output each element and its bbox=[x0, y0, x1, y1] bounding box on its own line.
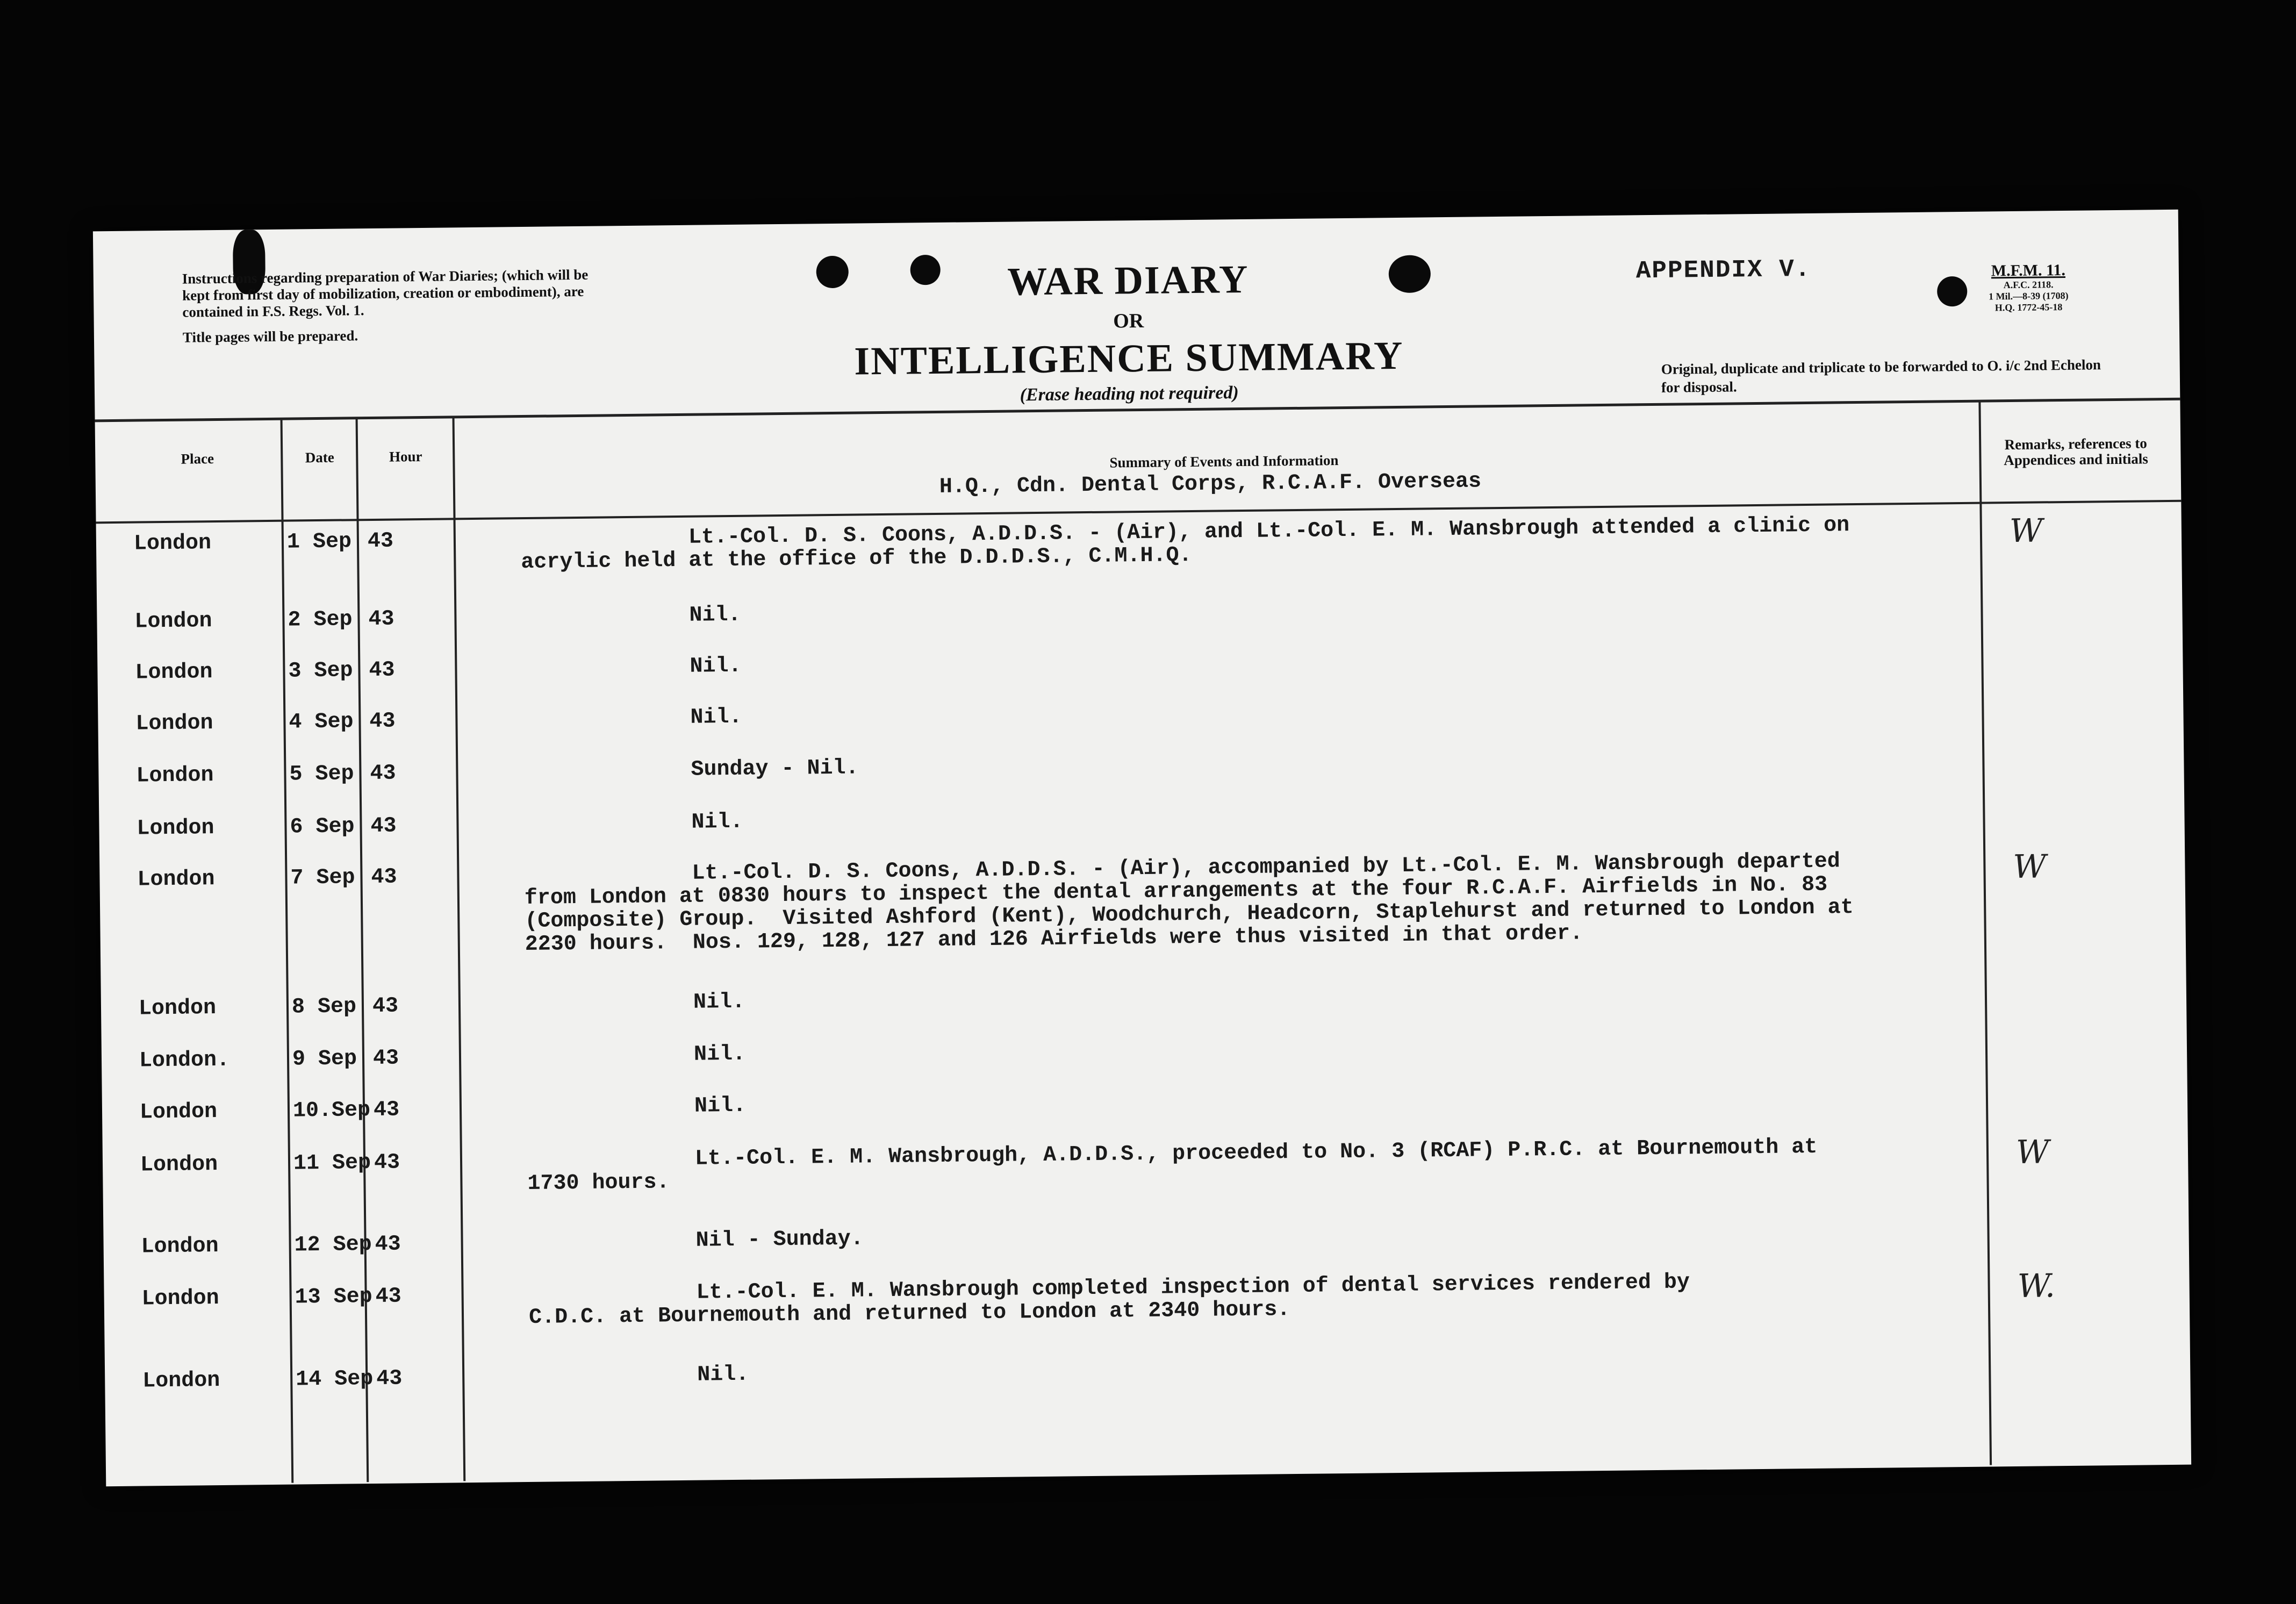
entry-place: London bbox=[134, 609, 212, 634]
column-header-remarks: Remarks, references to Appendices and initials bbox=[2004, 435, 2148, 469]
table-row bbox=[99, 847, 2185, 957]
entry-initials: W bbox=[2009, 512, 2043, 550]
entry-summary: Nil. bbox=[529, 1362, 749, 1389]
entry-date: 7 Sep bbox=[290, 865, 355, 891]
form-number-main: M.F.M. 11. bbox=[1991, 261, 2066, 280]
entry-summary: Nil. bbox=[523, 810, 743, 837]
entry-summary: Nil. bbox=[526, 1042, 746, 1069]
entry-summary: Nil. bbox=[522, 705, 742, 732]
entry-initials: W bbox=[2013, 848, 2047, 886]
entry-place: London bbox=[135, 711, 213, 736]
table-row bbox=[101, 976, 2186, 1021]
entry-hour: 43 bbox=[369, 709, 396, 734]
entry-hour: 43 bbox=[375, 1232, 401, 1257]
entry-summary: Nil - Sunday. bbox=[528, 1227, 864, 1255]
entry-hour: 43 bbox=[368, 607, 394, 632]
entry-hour: 43 bbox=[370, 761, 396, 786]
column-header-date: Date bbox=[305, 449, 334, 466]
table-row bbox=[99, 796, 2184, 841]
entry-hour: 43 bbox=[371, 865, 397, 890]
table-row bbox=[104, 1266, 2189, 1330]
diary-entries bbox=[93, 210, 2191, 1487]
entry-summary: Lt.-Col. E. M. Wansbrough, A.D.D.S., proceeded to No. 3 (RCAF) P.R.C. at Bournemouth at 1730 hours. bbox=[527, 1135, 1818, 1197]
table-row bbox=[102, 1079, 2187, 1125]
table-row bbox=[97, 640, 2183, 685]
entry-hour: 43 bbox=[374, 1150, 400, 1175]
entry-hour: 43 bbox=[376, 1366, 403, 1391]
entry-hour: 43 bbox=[372, 1046, 399, 1071]
title-erase-note: (Erase heading not required) bbox=[1020, 383, 1239, 405]
entry-summary: Nil. bbox=[522, 654, 742, 681]
entry-place: London bbox=[140, 1152, 218, 1178]
entry-summary: Lt.-Col. D. S. Coons, A.D.D.S. - (Air), and Lt.-Col. E. M. Wansbrough attended a clinic on acrylic held at the office of the D.D.D.S., C.M.H.Q. bbox=[520, 513, 1850, 575]
entry-place: London bbox=[137, 816, 214, 841]
title-war-diary: WAR DIARY bbox=[1007, 257, 1249, 304]
entry-place: London bbox=[138, 996, 217, 1021]
entry-initials: W. bbox=[2017, 1267, 2056, 1305]
table-row bbox=[98, 691, 2183, 736]
entry-date: 10.Sep bbox=[292, 1098, 371, 1123]
form-ref-2: 1 Mil.—8-39 (1708) bbox=[1988, 290, 2069, 302]
entry-date: 14 Sep bbox=[296, 1367, 374, 1392]
entry-hour: 43 bbox=[370, 814, 397, 839]
war-diary-page bbox=[93, 210, 2191, 1487]
entry-hour: 43 bbox=[367, 529, 394, 554]
form-ref-1: A.F.C. 2118. bbox=[2003, 279, 2054, 291]
entry-summary: Lt.-Col. E. M. Wansbrough completed inspection of dental services rendered by C.D.C. at Bournemouth and returned to London at 2340 hours. bbox=[528, 1270, 1690, 1330]
entry-place: London bbox=[133, 531, 212, 556]
entry-date: 3 Sep bbox=[288, 658, 353, 684]
entry-date: 8 Sep bbox=[291, 994, 357, 1020]
column-header-hour: Hour bbox=[389, 448, 422, 465]
entry-summary: Nil. bbox=[526, 1093, 747, 1121]
entry-date: 6 Sep bbox=[290, 814, 355, 840]
title-intelligence-summary: INTELLIGENCE SUMMARY bbox=[853, 333, 1404, 384]
entry-place: London. bbox=[139, 1048, 230, 1073]
table-row bbox=[96, 511, 2182, 575]
title-pages-note: Title pages will be prepared. bbox=[182, 327, 358, 346]
form-ref-3: H.Q. 1772-45-18 bbox=[1994, 302, 2063, 313]
table-row bbox=[103, 1214, 2189, 1259]
column-header-place: Place bbox=[181, 450, 214, 467]
entry-date: 1 Sep bbox=[286, 529, 352, 555]
entry-place: London bbox=[139, 1100, 218, 1125]
distribution-note: Original, duplicate and triplicate to be forwarded to O. i/c 2nd Echelon for disposal. bbox=[1661, 356, 2101, 396]
entry-hour: 43 bbox=[373, 1098, 400, 1122]
entry-date: 9 Sep bbox=[292, 1047, 357, 1072]
entry-date: 13 Sep bbox=[295, 1285, 372, 1310]
entry-place: London bbox=[135, 660, 213, 685]
entry-summary: Lt.-Col. D. S. Coons, A.D.D.S. - (Air), accompanied by Lt.-Col. E. M. Wansbrough departed from London at 0830 hours to inspect the dental arrangements at the four R.C.A.F. Airfields in No. 83 (Composite) Group. Visited Ashford (Kent), Woodchurch, Headcorn, Staplehurst and returned to London at 2230 hours. Nos. 129, 128, 127 and 126 Airfields were thus visited in that order. bbox=[524, 849, 1854, 957]
entry-summary: Sunday - Nil. bbox=[523, 756, 859, 784]
entry-place: London bbox=[137, 867, 215, 892]
entry-date: 11 Sep bbox=[293, 1151, 371, 1176]
table-row bbox=[102, 1028, 2187, 1073]
column-header-summary: Summary of Events and Information bbox=[1109, 452, 1339, 471]
entry-place: London bbox=[141, 1286, 219, 1312]
unit-name: H.Q., Cdn. Dental Corps, R.C.A.F. Overseas bbox=[939, 469, 1482, 499]
entry-hour: 43 bbox=[372, 994, 399, 1019]
entry-date: 4 Sep bbox=[289, 710, 354, 735]
instructions-text: Instructions regarding preparation of War Diaries; (which will be kept from first day of mobilization, creation or embodiment), are contained in F.S. Regs. Vol. 1. bbox=[182, 266, 589, 320]
appendix-label: APPENDIX V. bbox=[1635, 255, 1811, 285]
entry-hour: 43 bbox=[375, 1284, 401, 1309]
entry-place: London bbox=[136, 763, 214, 789]
table-row bbox=[97, 589, 2182, 634]
entry-initials: W bbox=[2015, 1133, 2050, 1172]
entry-summary: Nil. bbox=[525, 990, 745, 1017]
entry-date: 12 Sep bbox=[294, 1233, 372, 1258]
entry-date: 5 Sep bbox=[289, 762, 354, 787]
table-row bbox=[103, 1132, 2188, 1197]
entry-hour: 43 bbox=[369, 658, 395, 683]
entry-date: 2 Sep bbox=[288, 607, 353, 633]
title-or: OR bbox=[1113, 309, 1144, 333]
entry-place: London bbox=[141, 1234, 219, 1259]
entry-summary: Nil. bbox=[521, 603, 741, 630]
entry-place: London bbox=[142, 1369, 220, 1394]
table-row bbox=[105, 1348, 2190, 1394]
table-row bbox=[98, 743, 2184, 789]
